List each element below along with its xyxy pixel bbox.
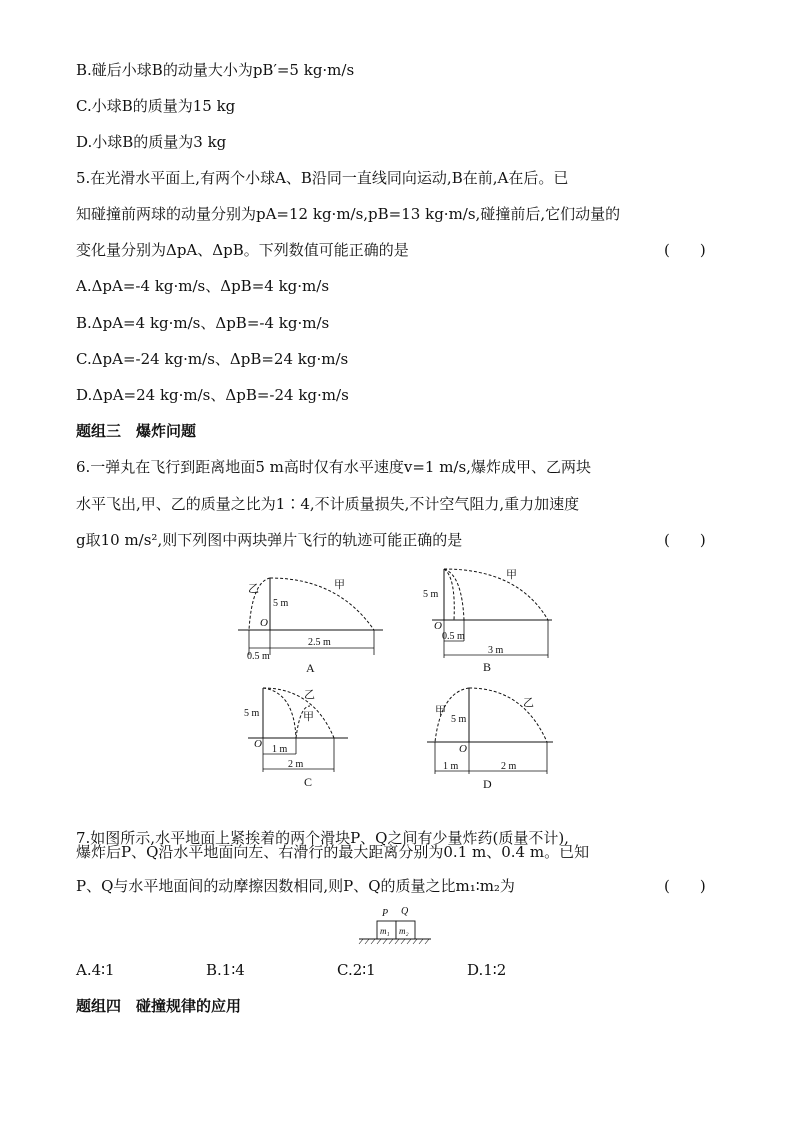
group4-heading: 题组四 碰撞规律的应用 <box>76 997 242 1015</box>
q5-option-d: D.ΔpA=24 kg·m/s、ΔpB=-24 kg·m/s <box>76 386 349 404</box>
m2-label: m₂ <box>399 926 409 936</box>
inner-trajectory <box>263 688 296 738</box>
q4-option-c: C.小球B的质量为15 kg <box>76 97 236 115</box>
q5-option-a: A.ΔpA=-4 kg·m/s、ΔpB=4 kg·m/s <box>76 277 330 295</box>
left-trajectory-inner <box>444 569 454 620</box>
trajectory-figure-d <box>425 682 560 792</box>
height-label: 5 m <box>273 598 289 609</box>
sliders-figure <box>355 904 435 950</box>
q6-stem-line-1: 6.一弹丸在飞行到距离地面5 m高时仅有水平速度v=1 m/s,爆炸成甲、乙两块 <box>76 458 591 476</box>
q5-answer-paren: ( ) <box>664 241 706 259</box>
height-label: 5 m <box>244 708 260 719</box>
trajectory-figure-c <box>238 684 353 792</box>
figure-letter: C <box>304 775 313 789</box>
left-fragment-label: 乙 <box>248 583 259 595</box>
origin-label: O <box>260 617 268 629</box>
q7-option-c: C.2∶1 <box>337 961 376 979</box>
right-fragment-label: 乙 <box>523 697 534 709</box>
q5-option-c: C.ΔpA=-24 kg·m/s、ΔpB=24 kg·m/s <box>76 350 349 368</box>
left-fragment-label: 甲 <box>435 705 446 717</box>
q7-stem-line-1: 7.如图所示,水平地面上紧挨着的两个滑块P、Q之间有少量炸药(质量不计), <box>76 829 569 847</box>
left-distance-label: 0.5 m <box>247 651 270 662</box>
q7-option-b: B.1∶4 <box>206 961 245 979</box>
right-distance-label: 2 m <box>501 761 517 772</box>
right-trajectory <box>469 688 547 742</box>
figure-letter: B <box>483 660 492 674</box>
m1-label: m₁ <box>380 926 390 936</box>
q5-stem-line-3: 变化量分别为ΔpA、ΔpB。下列数值可能正确的是 <box>76 241 409 259</box>
origin-label: O <box>254 738 262 750</box>
height-label: 5 m <box>451 714 467 725</box>
figure-letter: A <box>306 661 315 675</box>
origin-label: O <box>434 620 442 632</box>
height-label: 5 m <box>423 589 439 600</box>
left-fragment-label: 甲 <box>303 711 314 723</box>
right-trajectory <box>444 569 548 620</box>
q6-stem-line-3: g取10 m/s²,则下列图中两块弹片飞行的轨迹可能正确的是 <box>76 531 463 549</box>
trajectory-figure-a <box>238 568 388 680</box>
right-fragment-label: 甲 <box>334 579 345 591</box>
right-fragment-label: 甲 <box>506 569 517 581</box>
q-label: Q <box>401 906 409 917</box>
left-distance-label: 1 m <box>272 744 288 755</box>
trajectory-figure-b <box>418 563 558 678</box>
q5-stem-line-2: 知碰撞前两球的动量分别为pA=12 kg·m/s,pB=13 kg·m/s,碰撞前后,它们动量的 <box>76 205 621 223</box>
q7-stem-line-3: P、Q与水平地面间的动摩擦因数相同,则P、Q的质量之比m₁∶m₂为 <box>76 877 515 895</box>
group3-heading: 题组三 爆炸问题 <box>76 422 197 440</box>
q4-option-b: B.碰后小球B的动量大小为pB′=5 kg·m/s <box>76 61 355 79</box>
ground-hatching <box>359 939 429 944</box>
q7-stem-line-2: 爆炸后P、Q沿水平地面向左、右滑行的最大距离分别为0.1 m、0.4 m。已知 <box>76 843 590 861</box>
q6-stem-line-2: 水平飞出,甲、乙的质量之比为1∶4,不计质量损失,不计空气阻力,重力加速度 <box>76 495 580 513</box>
q7-option-d: D.1∶2 <box>467 961 507 979</box>
right-fragment-label: 乙 <box>304 689 315 701</box>
q7-option-a: A.4∶1 <box>76 961 115 979</box>
q6-answer-paren: ( ) <box>664 531 706 549</box>
origin-label: O <box>459 743 467 755</box>
right-trajectory <box>263 688 334 738</box>
right-distance-label: 2 m <box>288 759 304 770</box>
figure-letter: D <box>483 777 492 791</box>
left-distance-label: 1 m <box>443 761 459 772</box>
p-label: P <box>382 908 389 919</box>
left-distance-label: 0.5 m <box>442 631 465 642</box>
right-distance-label: 3 m <box>488 645 504 656</box>
right-distance-label: 2.5 m <box>308 637 331 648</box>
q5-option-b: B.ΔpA=4 kg·m/s、ΔpB=-4 kg·m/s <box>76 314 330 332</box>
q4-option-d: D.小球B的质量为3 kg <box>76 133 227 151</box>
q7-answer-paren: ( ) <box>664 877 706 895</box>
q5-stem-line-1: 5.在光滑水平面上,有两个小球A、B沿同一直线同向运动,B在前,A在后。已 <box>76 169 569 187</box>
